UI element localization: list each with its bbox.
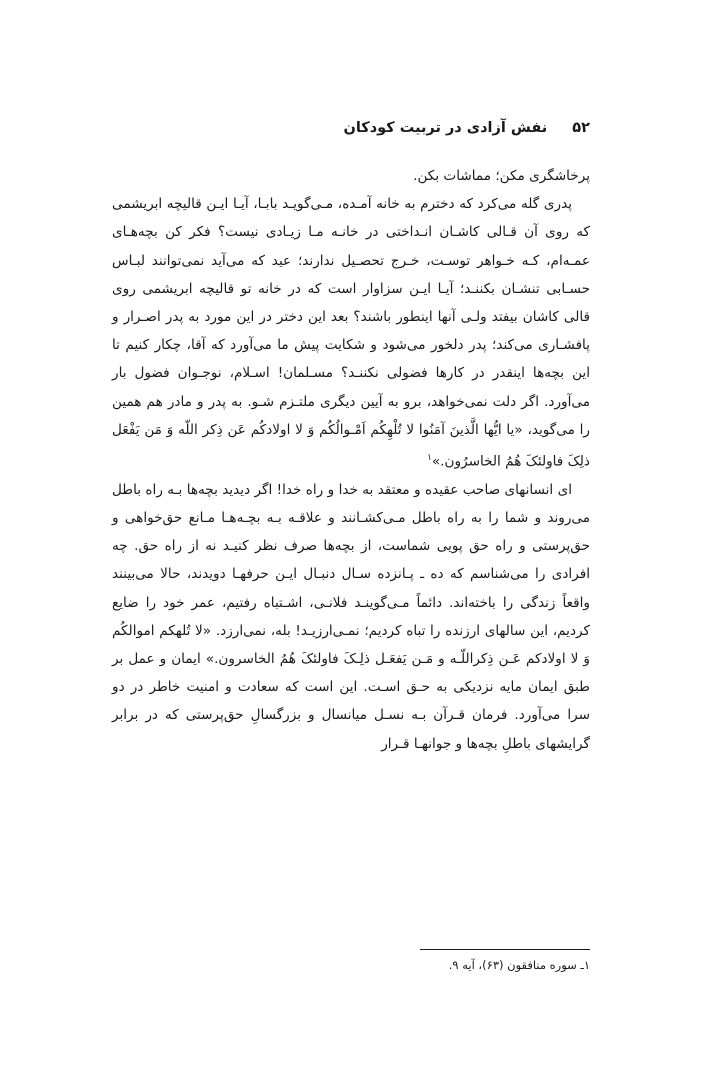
page-number: ۵۲	[572, 120, 590, 136]
chapter-title: نفش آزادی در تربیت کودکان	[343, 120, 548, 136]
paragraph: پرخاشگری مکن؛ مماشات بکن.	[413, 168, 590, 184]
footnote: ۱ـ سوره منافقون (۶۳)، آیه ۹.	[448, 958, 590, 972]
running-header	[110, 120, 590, 136]
paragraph: ای انسانهای صاحب عقیده و معتقد به خدا و راه خدا! اگر دیدید بچه‌ها بـه راه باطل می‌روند و شما را به راه باطل مـی‌کشـانند و علاقـه بـه بچـه‌هـا مـانع حق‌خواهی و حق‌پرستی و راه حق پویی شماست، از بچه‌ها صرف نظر کنیـد نه از راه حق. چه افرادی را می‌شناسم که ده ـ پـانزده سـال دنبـال ایـن حرفهـا دویدند، حالا می‌بینند واقعاً زندگی را باخته‌اند. دائماً مـی‌گوینـد فلانـی، اشـتباه رفتیم، عمر خود را ضایع کردیم، این سالهای ارزنده را تباه کردیم؛ نمـی‌ارزیـد! بله، نمی‌ارزد. «لا تُلهکم اموالکُم وَ لا اولادکم عَـن ذِکراللّـه و مَـن یَفعَـل ذلِـکَ فاولئکَ هُمُ الخاسرون.» ایمان و عمل بر طبق ایمان مایه نزدیکی به حـق اسـت. این است که سعادت و امنیت خاطر در دو سرا می‌آورد. فرمان قـرآن بـه نسـل میانسال و بزرگسالِ حق‌پرستی که در برابر گرایشهای باطلِ بچه‌ها و جوانهـا قـرار	[112, 481, 590, 752]
paragraph-text: پدری گله می‌کرد که دخترم به خانه آمـده، مـی‌گویـد بابـا، آیـا ایـن قالیچه ابریشمی که روی آن قـالی کاشـان انـداختی در خانـه مـا زیـادی نیست؟ فکر کن بچه‌هـای عمـه‌ام، کـه خـواهر توسـت، خـرج تحصـیل ندارند؛ عید که می‌آید نمی‌توانند لبـاس حسـابی تنشـان بکننـد؛ آیـا ایـن سزاوار است که در خانه تو قالیچه ابریشمی روی قالی کاشان بیفتد ولـی آنها اینطور باشند؟ بعد این دختر در این مورد به پدر اصـرار و پافشـاری می‌کند؛ پدر دلخور می‌شود و شکایت پیش ما می‌آورد که آقا، چکار کنیم تا این بچه‌ها اینقدر در کارها فضولی نکننـد؟ مسـلمان! اسـلام، نوجـوان فضول بار می‌آورد. اگر دلت نمی‌خواهد، برو به آیین دیگری ملتـزم شـو. به پدر و مادر هم همین را می‌گوید، «یا ایُّها الَّذینَ آمَنُوا لا تُلْهِکُم اَمْـوالُکُم وَ لا اولادکُم عَن ذِکر اللّه وَ مَن یَفْعَل ذلِکَ فاولئکَ هُمُ الخاسرُون.»	[112, 196, 590, 470]
footnote-divider	[420, 949, 590, 950]
paragraph	[112, 190, 590, 476]
body-text	[112, 162, 590, 758]
footnote-marker: ۱	[427, 453, 432, 464]
